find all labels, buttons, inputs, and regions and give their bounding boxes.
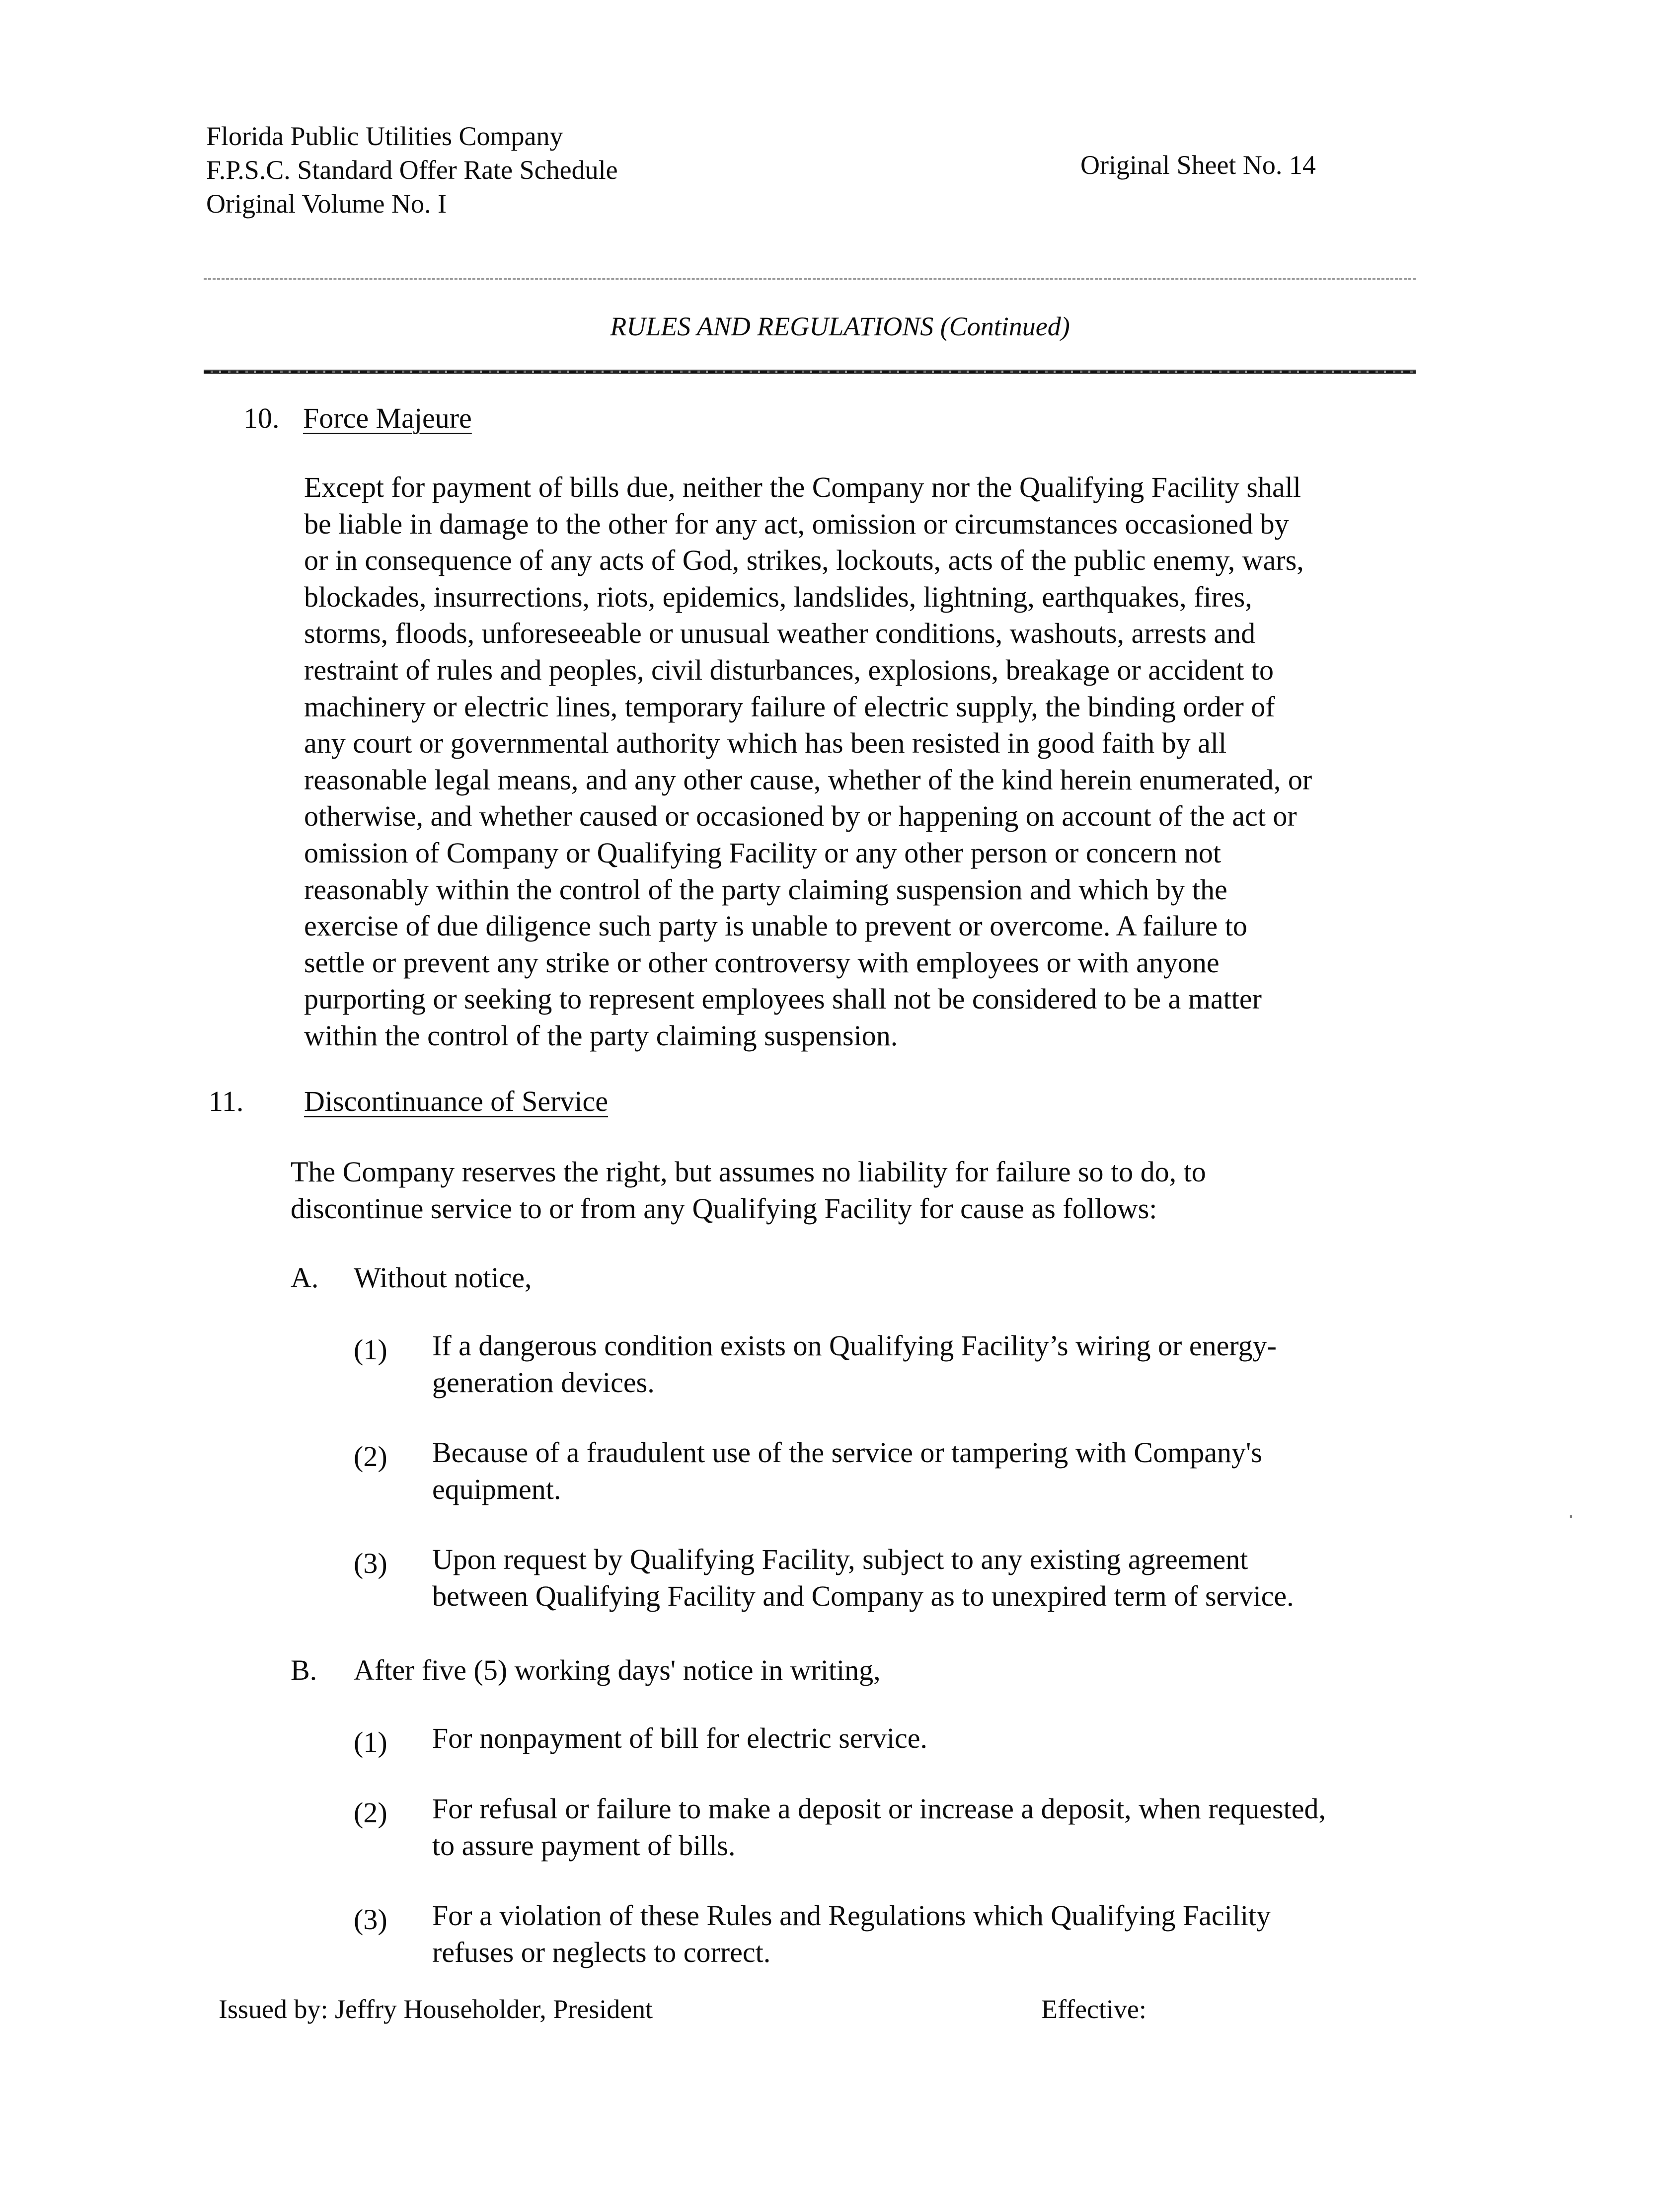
item-line: If a dangerous condition exists on Qualifying Facility’s wiring or energy- (432, 1329, 1277, 1362)
group-a-letter: A. (291, 1261, 319, 1294)
item-number: (3) (354, 1547, 387, 1579)
section-10-number: 10. (243, 402, 280, 434)
sheet-number: Original Sheet No. 14 (1080, 150, 1316, 180)
paragraph-line: or in consequence of any acts of God, strikes, lockouts, acts of the public enemy, wars, (304, 544, 1304, 577)
list-item (432, 1327, 1410, 1401)
item-number: (3) (354, 1903, 387, 1936)
item-number: (1) (354, 1333, 387, 1366)
paragraph-line: within the control of the party claiming suspension. (304, 1019, 898, 1052)
item-line: generation devices. (432, 1366, 655, 1399)
section-11-number: 11. (209, 1085, 244, 1117)
company-name: Florida Public Utilities Company (206, 121, 563, 151)
section-11-heading: Discontinuance of Service (304, 1085, 609, 1117)
paragraph-line: omission of Company or Qualifying Facility or any other person or concern not (304, 836, 1221, 869)
group-b-letter: B. (291, 1654, 317, 1686)
paragraph-line: discontinue service to or from any Qualifying Facility for cause as follows: (291, 1192, 1157, 1225)
list-item (432, 1434, 1410, 1507)
paragraph-line: storms, floods, unforeseeable or unusual weather conditions, washouts, arrests and (304, 617, 1256, 650)
discontinuance-intro (291, 1154, 1411, 1227)
header-divider-dotted (204, 278, 1416, 280)
item-line: For refusal or failure to make a deposit or increase a deposit, when requested, (432, 1793, 1326, 1825)
item-line: For a violation of these Rules and Regulations which Qualifying Facility (432, 1899, 1271, 1932)
group-b-title: After five (5) working days' notice in writing, (354, 1654, 881, 1686)
paragraph-line: Except for payment of bills due, neither the Company nor the Qualifying Facility shall (304, 471, 1301, 503)
scan-speck (1570, 1515, 1572, 1518)
volume-number: Original Volume No. I (206, 189, 447, 219)
list-item (432, 1897, 1410, 1970)
paragraph-line: The Company reserves the right, but assumes no liability for failure so to do, to (291, 1156, 1206, 1188)
item-line: Because of a fraudulent use of the service or tampering with Company's (432, 1436, 1262, 1469)
item-line: to assure payment of bills. (432, 1829, 736, 1862)
issued-by: Issued by: Jeffry Householder, President (219, 1994, 653, 2024)
item-line: refuses or neglects to correct. (432, 1936, 771, 1968)
paragraph-line: settle or prevent any strike or other controversy with employees or with anyone (304, 946, 1220, 979)
header-divider-heavy (204, 370, 1416, 374)
rate-schedule: F.P.S.C. Standard Offer Rate Schedule (206, 155, 618, 185)
paragraph-line: reasonable legal means, and any other cause, whether of the kind herein enumerated, or (304, 763, 1312, 796)
list-item (432, 1720, 1410, 1757)
group-a-title: Without notice, (354, 1261, 532, 1294)
effective-date: Effective: (1041, 1994, 1146, 2024)
paragraph-line: exercise of due diligence such party is unable to prevent or overcome. A failure to (304, 910, 1247, 942)
paragraph-line: reasonably within the control of the party claiming suspension and which by the (304, 873, 1227, 906)
paragraph-line: any court or governmental authority which has been resisted in good faith by all (304, 727, 1227, 760)
paragraph-line: purporting or seeking to represent employees shall not be considered to be a matter (304, 983, 1262, 1015)
item-number: (2) (354, 1440, 387, 1473)
force-majeure-paragraph (304, 469, 1411, 1054)
list-item (432, 1541, 1410, 1614)
item-line: between Qualifying Facility and Company as to unexpired term of service. (432, 1579, 1294, 1612)
section-10-heading: Force Majeure (303, 402, 472, 434)
paragraph-line: be liable in damage to the other for any act, omission or circumstances occasioned by (304, 507, 1289, 540)
item-number: (2) (354, 1796, 387, 1829)
section-title: RULES AND REGULATIONS (Continued) (610, 312, 1070, 341)
item-number: (1) (354, 1726, 387, 1758)
item-line: Upon request by Qualifying Facility, subject to any existing agreement (432, 1543, 1248, 1575)
paragraph-line: machinery or electric lines, temporary failure of electric supply, the binding order of (304, 690, 1275, 723)
list-item (432, 1791, 1410, 1864)
paragraph-line: restraint of rules and peoples, civil disturbances, explosions, breakage or accident to (304, 653, 1274, 686)
item-line: For nonpayment of bill for electric service. (432, 1722, 927, 1754)
paragraph-line: otherwise, and whether caused or occasioned by or happening on account of the act or (304, 800, 1297, 833)
item-line: equipment. (432, 1473, 561, 1505)
paragraph-line: blockades, insurrections, riots, epidemics, landslides, lightning, earthquakes, fires, (304, 580, 1252, 613)
